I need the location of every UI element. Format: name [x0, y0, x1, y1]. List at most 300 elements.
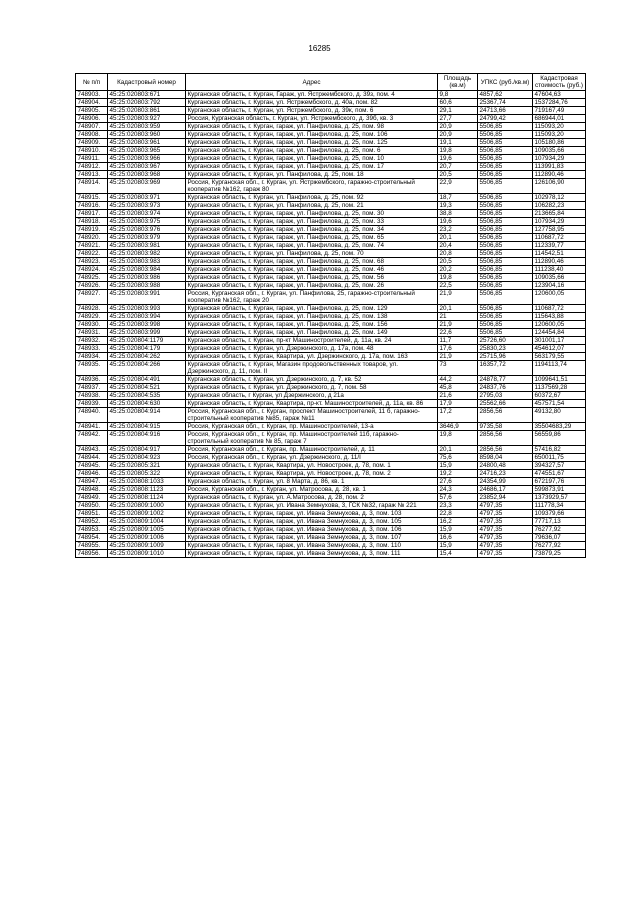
cadastral-number-cell: 45:25:020804:923 — [108, 454, 186, 462]
cadastral-value-cell: 110687,72 — [533, 234, 586, 242]
cadastral-number-cell: 45:25:020805:322 — [108, 470, 186, 478]
header-cadastral-value: Кадастровая стоимость (руб.) — [533, 74, 586, 91]
address-cell: Курганская область, г Курган, ул Дзержинского, д 21а — [186, 392, 438, 400]
header-area: Площадь (кв.м) — [438, 74, 478, 91]
table-row — [76, 329, 586, 337]
upks-cell: 24878,77 — [478, 376, 533, 384]
area-cell: 19,6 — [438, 155, 478, 163]
address-cell: Курганская область, г. Курган, гараж, ул. Панфилова, д. 25, пом. 156 — [186, 321, 438, 329]
upks-cell: 2856,56 — [478, 431, 533, 446]
area-cell: 60,6 — [438, 99, 478, 107]
address-cell: Курганская область, г. Курган, гараж, ул. Ивана Земнухова, д. 3, пом. 105 — [186, 518, 438, 526]
address-cell: Курганская область, г. Курган, гараж, ул. Ивана Земнухова, д. 3, пом. 107 — [186, 534, 438, 542]
cadastral-value-cell: 457571,54 — [533, 400, 586, 408]
cadastral-value-cell: 394327,57 — [533, 462, 586, 470]
address-cell: Курганская область, г. Курган, гараж, ул. Панфилова, д. 25, пом. 46 — [186, 266, 438, 274]
address-cell: Россия, Курганская обл., г. Курган, ул. Дзержинского, д. 11/I — [186, 454, 438, 462]
upks-cell: 5506,85 — [478, 147, 533, 155]
cadastral-number-cell: 45:25:020804:179 — [108, 345, 186, 353]
address-cell: Курганская область, г. Курган, ул. 8 Марта, д. 86, кв. 1 — [186, 478, 438, 486]
cadastral-value-cell: 102978,12 — [533, 194, 586, 202]
row-number-cell: 748948. — [76, 486, 108, 494]
cadastral-value-cell: 213665,84 — [533, 210, 586, 218]
table-row — [76, 518, 586, 526]
upks-cell: 25726,60 — [478, 337, 533, 345]
table-row — [76, 210, 586, 218]
cadastral-value-table — [75, 73, 586, 558]
address-cell: Курганская область, г. Курган, гараж, ул. Панфилова, д. 25, пом. 6 — [186, 147, 438, 155]
cadastral-value-cell: 115093,20 — [533, 123, 586, 131]
area-cell: 15,9 — [438, 542, 478, 550]
cadastral-value-cell: 719167,49 — [533, 107, 586, 115]
cadastral-value-cell: 115643,88 — [533, 313, 586, 321]
row-number-cell: 748936. — [76, 376, 108, 384]
header-upks: УПКС (руб./кв.м) — [478, 74, 533, 91]
row-number-cell: 748953. — [76, 526, 108, 534]
table-row — [76, 171, 586, 179]
table-row — [76, 423, 586, 431]
row-number-cell: 748935. — [76, 361, 108, 376]
address-cell: Курганская область, г. Курган, ул. Панфилова, д. 25, пом. 21 — [186, 202, 438, 210]
cadastral-number-cell: 45:25:020804:917 — [108, 446, 186, 454]
table-row — [76, 486, 586, 494]
address-cell: Курганская область, г. Курган, Квартира, ул. Дзержинского, д. 17а, пом. 163 — [186, 353, 438, 361]
cadastral-value-cell: 109035,66 — [533, 147, 586, 155]
cadastral-number-cell: 45:25:020809:1010 — [108, 550, 186, 558]
cadastral-number-cell: 45:25:020803:927 — [108, 115, 186, 123]
area-cell: 19,8 — [438, 147, 478, 155]
upks-cell: 24713,66 — [478, 107, 533, 115]
address-cell: Курганская область, г. Курган, Магазин продовольственных товаров, ул. Дзержинского, д. 11, пом. II — [186, 361, 438, 376]
address-cell: Россия, Курганская обл., г. Курган, проспект Машиностроителей, 11 б, гаражно-строительный кооператив №85, гараж №11 — [186, 408, 438, 423]
address-cell: Курганская область, г. Курган, пр-кт Машиностроителей, д. 11а, кв. 24 — [186, 337, 438, 345]
upks-cell: 5506,85 — [478, 210, 533, 218]
cadastral-value-cell: 1194113,74 — [533, 361, 586, 376]
cadastral-number-cell: 45:25:020809:1006 — [108, 534, 186, 542]
address-cell: Курганская область, г. Курган, гараж, ул. Панфилова, д. 25, пом. 65 — [186, 234, 438, 242]
area-cell: 21,9 — [438, 321, 478, 329]
address-cell: Россия, Курганская обл., г. Курган, пр. Машиностроителей, д. 11 — [186, 446, 438, 454]
address-cell: Курганская область, г. Курган, ул. Дзержинского, д. 7, кв. 52 — [186, 376, 438, 384]
upks-cell: 4797,35 — [478, 542, 533, 550]
row-number-cell: 748908. — [76, 131, 108, 139]
table-row — [76, 131, 586, 139]
area-cell: 75,6 — [438, 454, 478, 462]
table-row — [76, 384, 586, 392]
address-cell: Курганская область, г. Курган, гараж, ул. Панфилова, д. 25, пом. 17 — [186, 163, 438, 171]
cadastral-number-cell: 45:25:020803:861 — [108, 107, 186, 115]
upks-cell: 5506,85 — [478, 329, 533, 337]
area-cell: 20,1 — [438, 234, 478, 242]
cadastral-number-cell: 45:25:020803:991 — [108, 290, 186, 305]
table-row — [76, 282, 586, 290]
upks-cell: 24686,17 — [478, 486, 533, 494]
table-row — [76, 345, 586, 353]
table-row — [76, 258, 586, 266]
cadastral-value-cell: 112890,46 — [533, 258, 586, 266]
cadastral-value-cell: 110687,72 — [533, 305, 586, 313]
row-number-cell: 748952. — [76, 518, 108, 526]
cadastral-number-cell: 45:25:020805:321 — [108, 462, 186, 470]
row-number-cell: 748942. — [76, 431, 108, 446]
row-number-cell: 748929. — [76, 313, 108, 321]
upks-cell: 5506,85 — [478, 290, 533, 305]
table-row — [76, 155, 586, 163]
area-cell: 21,6 — [438, 392, 478, 400]
cadastral-value-cell: 599873,91 — [533, 486, 586, 494]
table-row — [76, 107, 586, 115]
table-row — [76, 494, 586, 502]
cadastral-number-cell: 45:25:020803:994 — [108, 313, 186, 321]
area-cell: 21,9 — [438, 290, 478, 305]
address-cell: Курганская область, г. Курган, гараж, ул. Панфилова, д. 25, пом. 34 — [186, 226, 438, 234]
address-cell: Курганская область, г. Курган, Квартира, ул. Новостроек, д. 78, пом. 2 — [186, 470, 438, 478]
upks-cell: 5506,85 — [478, 131, 533, 139]
row-number-cell: 748921. — [76, 242, 108, 250]
cadastral-value-cell: 73879,25 — [533, 550, 586, 558]
cadastral-value-cell: 120600,05 — [533, 290, 586, 305]
address-cell: Курганская область, г. Курган, ул. Панфилова, д. 25, пом. 70 — [186, 250, 438, 258]
area-cell: 17,9 — [438, 400, 478, 408]
cadastral-value-cell: 60372,67 — [533, 392, 586, 400]
upks-cell: 5506,85 — [478, 266, 533, 274]
upks-cell: 4797,35 — [478, 518, 533, 526]
row-number-cell: 748933. — [76, 345, 108, 353]
area-cell: 57,6 — [438, 494, 478, 502]
cadastral-number-cell: 45:25:020808:1033 — [108, 478, 186, 486]
row-number-cell: 748910. — [76, 147, 108, 155]
upks-cell: 5506,85 — [478, 250, 533, 258]
table-row — [76, 361, 586, 376]
table-row — [76, 337, 586, 345]
row-number-cell: 748950. — [76, 502, 108, 510]
cadastral-number-cell: 45:25:020809:1004 — [108, 518, 186, 526]
area-cell: 20,9 — [438, 131, 478, 139]
upks-cell: 9735,58 — [478, 423, 533, 431]
cadastral-number-cell: 45:25:020804:630 — [108, 400, 186, 408]
upks-cell: 4797,35 — [478, 526, 533, 534]
table-row — [76, 266, 586, 274]
area-cell: 20,7 — [438, 163, 478, 171]
table-row — [76, 115, 586, 123]
address-cell: Курганская область, г. Курган, ул. Ястржембского, д. 40а, пом. 82 — [186, 99, 438, 107]
upks-cell: 25830,23 — [478, 345, 533, 353]
row-number-cell: 748924. — [76, 266, 108, 274]
area-cell: 20,1 — [438, 446, 478, 454]
table-row — [76, 454, 586, 462]
row-number-cell: 748939. — [76, 400, 108, 408]
address-cell: Россия, Курганская обл., г. Курган, пр. Машиностроителей, 13-а — [186, 423, 438, 431]
cadastral-value-cell: 650011,75 — [533, 454, 586, 462]
cadastral-value-cell: 1373929,57 — [533, 494, 586, 502]
area-cell: 23,2 — [438, 226, 478, 234]
upks-cell: 5506,85 — [478, 305, 533, 313]
cadastral-number-cell: 45:25:020803:966 — [108, 155, 186, 163]
row-number-cell: 748940. — [76, 408, 108, 423]
upks-cell: 5506,85 — [478, 218, 533, 226]
cadastral-value-cell: 109379,66 — [533, 510, 586, 518]
row-number-cell: 748927. — [76, 290, 108, 305]
cadastral-value-cell: 76277,92 — [533, 542, 586, 550]
cadastral-value-cell: 107934,29 — [533, 218, 586, 226]
row-number-cell: 748955. — [76, 542, 108, 550]
address-cell: Курганская область, г. Курган, гараж, ул. Панфилова, д. 25, пом. 68 — [186, 258, 438, 266]
cadastral-number-cell: 45:25:020803:982 — [108, 250, 186, 258]
cadastral-number-cell: 45:25:020804:915 — [108, 423, 186, 431]
area-cell: 17,2 — [438, 408, 478, 423]
area-cell: 20,4 — [438, 242, 478, 250]
row-number-cell: 748945. — [76, 462, 108, 470]
table-row — [76, 226, 586, 234]
upks-cell: 5506,85 — [478, 274, 533, 282]
upks-cell: 5506,85 — [478, 139, 533, 147]
row-number-cell: 748944. — [76, 454, 108, 462]
address-cell: Курганская область, г. Курган, ул. Дзержинского, д. 17а, пом. 48 — [186, 345, 438, 353]
table-row — [76, 290, 586, 305]
cadastral-number-cell: 45:25:020808:1124 — [108, 494, 186, 502]
row-number-cell: 748954. — [76, 534, 108, 542]
cadastral-number-cell: 45:25:020803:969 — [108, 179, 186, 194]
area-cell: 9,8 — [438, 91, 478, 99]
cadastral-value-cell: 57416,82 — [533, 446, 586, 454]
upks-cell: 5506,85 — [478, 313, 533, 321]
area-cell: 27,7 — [438, 115, 478, 123]
table-row — [76, 242, 586, 250]
upks-cell: 4797,35 — [478, 534, 533, 542]
address-cell: Курганская область, г. Курган, гараж, ул. Панфилова, д. 25, пом. 56 — [186, 274, 438, 282]
upks-cell: 5506,85 — [478, 155, 533, 163]
row-number-cell: 748946. — [76, 470, 108, 478]
address-cell: Курганская область, г. Курган, ул. Ивана Земнухова, 3, ГСК №32, гараж № 221 — [186, 502, 438, 510]
row-number-cell: 748947. — [76, 478, 108, 486]
table-row — [76, 400, 586, 408]
row-number-cell: 748928. — [76, 305, 108, 313]
cadastral-number-cell: 45:25:020803:961 — [108, 139, 186, 147]
address-cell: Курганская область, г. Курган, Квартира, пр-кт. Машиностроителей, д. 11а, кв. 86 — [186, 400, 438, 408]
table-row — [76, 274, 586, 282]
cadastral-number-cell: 45:25:020803:792 — [108, 99, 186, 107]
area-cell: 15,4 — [438, 550, 478, 558]
cadastral-number-cell: 45:25:020804:914 — [108, 408, 186, 423]
area-cell: 22,5 — [438, 282, 478, 290]
address-cell: Курганская область, г. Курган, гараж, ул. Панфилова, д. 25, пом. 129 — [186, 305, 438, 313]
cadastral-number-cell: 45:25:020804:535 — [108, 392, 186, 400]
cadastral-number-cell: 45:25:020804:491 — [108, 376, 186, 384]
upks-cell: 2856,56 — [478, 446, 533, 454]
cadastral-number-cell: 45:25:020803:671 — [108, 91, 186, 99]
address-cell: Курганская область, г. Курган, ул. Дзержинского, д. 7, пом. 58 — [186, 384, 438, 392]
cadastral-number-cell: 45:25:020803:975 — [108, 218, 186, 226]
upks-cell: 2795,03 — [478, 392, 533, 400]
area-cell: 15,9 — [438, 462, 478, 470]
row-number-cell: 748932. — [76, 337, 108, 345]
address-cell: Курганская область, г. Курган, гараж, ул. Панфилова, д. 25, пом. 10 — [186, 155, 438, 163]
table-row — [76, 478, 586, 486]
row-number-cell: 748922. — [76, 250, 108, 258]
table-row — [76, 234, 586, 242]
cadastral-value-cell: 79636,07 — [533, 534, 586, 542]
cadastral-value-cell: 1137569,28 — [533, 384, 586, 392]
area-cell: 17,6 — [438, 345, 478, 353]
table-row — [76, 376, 586, 384]
row-number-cell: 748931. — [76, 329, 108, 337]
cadastral-number-cell: 45:25:020804:916 — [108, 431, 186, 446]
upks-cell: 5506,85 — [478, 234, 533, 242]
table-row — [76, 313, 586, 321]
area-cell: 24,3 — [438, 486, 478, 494]
cadastral-number-cell: 45:25:020803:983 — [108, 258, 186, 266]
cadastral-value-cell: 105180,86 — [533, 139, 586, 147]
table-row — [76, 179, 586, 194]
cadastral-value-cell: 56559,86 — [533, 431, 586, 446]
cadastral-number-cell: 45:25:020804:521 — [108, 384, 186, 392]
row-number-cell: 748943. — [76, 446, 108, 454]
area-cell: 29,1 — [438, 107, 478, 115]
address-cell: Россия, Курганская обл., г. Курган, ул. Панфилова, 25, гаражно-строительный кооператив №162, гараж 20 — [186, 290, 438, 305]
cadastral-value-cell: 1537284,76 — [533, 99, 586, 107]
area-cell: 38,8 — [438, 210, 478, 218]
upks-cell: 4797,35 — [478, 550, 533, 558]
upks-cell: 5506,85 — [478, 171, 533, 179]
table-row — [76, 250, 586, 258]
area-cell: 19,2 — [438, 470, 478, 478]
header-number: № п/п — [76, 74, 108, 91]
address-cell: Курганская область, г. Курган, гараж, ул. Панфилова, д. 25, пом. 74 — [186, 242, 438, 250]
row-number-cell: 748937. — [76, 384, 108, 392]
upks-cell: 24837,76 — [478, 384, 533, 392]
row-number-cell: 748925. — [76, 274, 108, 282]
upks-cell: 23852,94 — [478, 494, 533, 502]
address-cell: Курганская область, г. Курган, ул. Панфилова, д. 25, пом. 18 — [186, 171, 438, 179]
cadastral-number-cell: 45:25:020804:1179 — [108, 337, 186, 345]
area-cell: 16,6 — [438, 534, 478, 542]
upks-cell: 5506,85 — [478, 282, 533, 290]
cadastral-number-cell: 45:25:020803:974 — [108, 210, 186, 218]
address-cell: Курганская область, г. Курган, гараж, ул. Панфилова, д. 25, пом. 149 — [186, 329, 438, 337]
cadastral-value-cell: 49132,80 — [533, 408, 586, 423]
upks-cell: 5506,85 — [478, 226, 533, 234]
cadastral-number-cell: 45:25:020809:1009 — [108, 542, 186, 550]
cadastral-value-cell: 35504683,29 — [533, 423, 586, 431]
area-cell: 22,6 — [438, 329, 478, 337]
table-row — [76, 446, 586, 454]
cadastral-value-cell: 112890,46 — [533, 171, 586, 179]
area-cell: 19,1 — [438, 139, 478, 147]
address-cell: Курганская область, г. Курган, Гараж, ул. Ястржембского, д. 39з, пом. 4 — [186, 91, 438, 99]
upks-cell: 5506,85 — [478, 258, 533, 266]
area-cell: 27,6 — [438, 478, 478, 486]
upks-cell: 4797,35 — [478, 502, 533, 510]
table-row — [76, 202, 586, 210]
cadastral-value-cell: 563179,55 — [533, 353, 586, 361]
table-row — [76, 123, 586, 131]
table-row — [76, 550, 586, 558]
table-row — [76, 408, 586, 423]
upks-cell: 24800,48 — [478, 462, 533, 470]
address-cell: Курганская область, г. Курган, гараж, ул. Панфилова, д. 25, пом. 30 — [186, 210, 438, 218]
cadastral-number-cell: 45:25:020803:976 — [108, 226, 186, 234]
area-cell: 23,3 — [438, 502, 478, 510]
table-header-row — [76, 74, 586, 91]
page-number: 16285 — [308, 44, 331, 53]
row-number-cell: 748904. — [76, 99, 108, 107]
address-cell: Россия, Курганская обл., г. Курган, пр. Машиностроителей 11б, гаражно-строительный кооператив № 85, гараж 7 — [186, 431, 438, 446]
row-number-cell: 748926. — [76, 282, 108, 290]
row-number-cell: 748949. — [76, 494, 108, 502]
row-number-cell: 748907. — [76, 123, 108, 131]
area-cell: 18,7 — [438, 194, 478, 202]
area-cell: 22,9 — [438, 179, 478, 194]
upks-cell: 5506,85 — [478, 202, 533, 210]
cadastral-value-cell: 112339,77 — [533, 242, 586, 250]
area-cell: 20,5 — [438, 258, 478, 266]
row-number-cell: 748909. — [76, 139, 108, 147]
upks-cell: 24354,99 — [478, 478, 533, 486]
table-row — [76, 502, 586, 510]
area-cell: 15,9 — [438, 526, 478, 534]
row-number-cell: 748906. — [76, 115, 108, 123]
row-number-cell: 748917. — [76, 210, 108, 218]
cadastral-value-cell: 114542,51 — [533, 250, 586, 258]
row-number-cell: 748913. — [76, 171, 108, 179]
cadastral-number-cell: 45:25:020803:998 — [108, 321, 186, 329]
address-cell: Курганская область, г. Курган, ул. Ястржембского, д. 39к, пом. 6 — [186, 107, 438, 115]
cadastral-value-cell: 301001,17 — [533, 337, 586, 345]
cadastral-number-cell: 45:25:020803:973 — [108, 202, 186, 210]
cadastral-value-cell: 113991,83 — [533, 163, 586, 171]
area-cell: 21 — [438, 313, 478, 321]
area-cell: 22,8 — [438, 510, 478, 518]
row-number-cell: 748920. — [76, 234, 108, 242]
row-number-cell: 748914. — [76, 179, 108, 194]
cadastral-number-cell: 45:25:020803:959 — [108, 123, 186, 131]
cadastral-number-cell: 45:25:020809:1002 — [108, 510, 186, 518]
header-cadastral-number: Кадастровый номер — [108, 74, 186, 91]
address-cell: Россия, Курганская обл., г. Курган, ул. Матросова, д. 28, кв. 1 — [186, 486, 438, 494]
table-row — [76, 510, 586, 518]
cadastral-value-cell: 454612,07 — [533, 345, 586, 353]
cadastral-number-cell: 45:25:020803:979 — [108, 234, 186, 242]
upks-cell: 5506,85 — [478, 194, 533, 202]
cadastral-number-cell: 45:25:020808:1123 — [108, 486, 186, 494]
cadastral-number-cell: 45:25:020803:984 — [108, 266, 186, 274]
upks-cell: 5506,85 — [478, 321, 533, 329]
address-cell: Курганская область, г. Курган, гараж, ул. Ивана Земнухова, д. 3, пом. 106 — [186, 526, 438, 534]
table-row — [76, 462, 586, 470]
address-cell: Курганская область, г. Курган, гараж, ул. Панфилова, д. 25, пом. 125 — [186, 139, 438, 147]
area-cell: 20,8 — [438, 250, 478, 258]
upks-cell: 5506,85 — [478, 163, 533, 171]
cadastral-number-cell: 45:25:020803:960 — [108, 131, 186, 139]
table-row — [76, 305, 586, 313]
cadastral-value-cell: 124454,84 — [533, 329, 586, 337]
upks-cell: 4857,62 — [478, 91, 533, 99]
row-number-cell: 748915. — [76, 194, 108, 202]
cadastral-value-cell: 123904,16 — [533, 282, 586, 290]
area-cell: 20,1 — [438, 305, 478, 313]
table-row — [76, 99, 586, 107]
address-cell: Курганская область, г. Курган, гараж, ул. Ивана Земнухова, д. 3, пом. 111 — [186, 550, 438, 558]
upks-cell: 25367,74 — [478, 99, 533, 107]
cadastral-value-cell: 111238,40 — [533, 266, 586, 274]
upks-cell: 2856,56 — [478, 408, 533, 423]
row-number-cell: 748916. — [76, 202, 108, 210]
cadastral-value-cell: 474551,67 — [533, 470, 586, 478]
row-number-cell: 748951. — [76, 510, 108, 518]
table-row — [76, 392, 586, 400]
area-cell: 73 — [438, 361, 478, 376]
table-row — [76, 526, 586, 534]
